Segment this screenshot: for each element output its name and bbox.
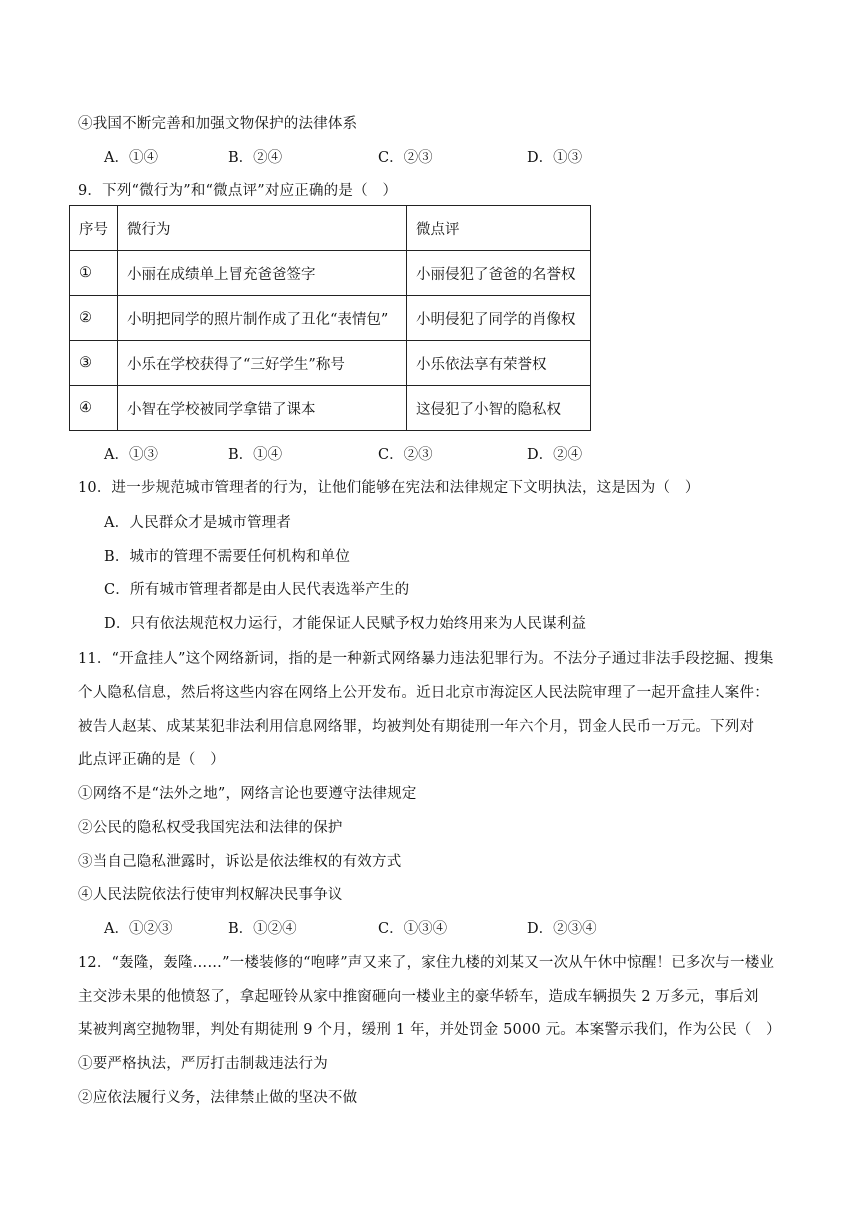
table-cell: 小乐依法享有荣誉权 — [407, 341, 591, 386]
table-header-row — [70, 206, 591, 251]
q12-statement-2: ②应依法履行义务，法律禁止做的坚决不做 — [78, 1090, 358, 1106]
q8-option-b: B．②④ — [228, 150, 283, 166]
q10-stem: 10．进一步规范城市管理者的行为，让他们能够在宪法和法律规定下文明执法，这是因为（ ） — [78, 480, 700, 496]
q10-option-d: D．只有依法规范权力运行，才能保证人民赋予权力始终用来为人民谋利益 — [104, 616, 587, 632]
table-header-cell: 微行为 — [118, 206, 407, 251]
q11-stem-line: 11．“开盒挂人”这个网络新词，指的是一种新式网络暴力违法犯罪行为。不法分子通过非法手段挖掘、搜集 — [78, 651, 774, 667]
q11-option-d: D．②③④ — [527, 921, 597, 937]
q12-stem-line: 主交涉未果的他愤怒了，拿起哑铃从家中推窗砸向一楼业主的豪华轿车，造成车辆损失 2 万多元，事后刘 — [78, 989, 759, 1005]
q9-option-d: D．②④ — [527, 447, 583, 463]
q9-table — [69, 205, 591, 431]
q10-option-b: B．城市的管理不需要任何机构和单位 — [104, 549, 351, 565]
table-cell: 小明把同学的照片制作成了丑化“表情包” — [118, 296, 407, 341]
q10-option-c: C．所有城市管理者都是由人民代表选举产生的 — [104, 582, 410, 598]
table-cell: ④ — [70, 386, 118, 431]
table-header-cell: 微点评 — [407, 206, 591, 251]
table-header-cell: 序号 — [70, 206, 118, 251]
table-cell: 这侵犯了小智的隐私权 — [407, 386, 591, 431]
q11-stem-line: 此点评正确的是（ ） — [78, 752, 225, 768]
table-cell: ① — [70, 251, 118, 296]
q9-option-b: B．①④ — [228, 447, 283, 463]
table-cell: 小明侵犯了同学的肖像权 — [407, 296, 591, 341]
table-row — [70, 251, 591, 296]
table-cell: 小丽在成绩单上冒充爸爸签字 — [118, 251, 407, 296]
table-cell: 小乐在学校获得了“三好学生”称号 — [118, 341, 407, 386]
q12-stem-line: 12．“轰隆，轰隆……”一楼装修的“咆哮”声又来了，家住九楼的刘某又一次从午休中惊醒！已多次与一楼业 — [78, 955, 775, 971]
table-cell: 小丽侵犯了爸爸的名誉权 — [407, 251, 591, 296]
q11-option-a: A．①②③ — [104, 921, 173, 937]
table-row — [70, 386, 591, 431]
table-cell: ② — [70, 296, 118, 341]
q9-option-c: C．②③ — [378, 447, 433, 463]
q8-option-a: A．①④ — [104, 150, 158, 166]
q12-stem-line: 某被判离空抛物罪，判处有期徒刑 9 个月，缓刑 1 年，并处罚金 5000 元。本案警示我们，作为公民（ ） — [78, 1022, 781, 1038]
q11-option-b: B．①②④ — [228, 921, 297, 937]
q11-option-c: C．①③④ — [378, 921, 448, 937]
q11-stem-line: 被告人赵某、成某某犯非法利用信息网络罪，均被判处有期徒刑一年六个月，罚金人民币一万元。下列对 — [78, 719, 755, 735]
q9-option-a: A．①③ — [104, 447, 158, 463]
q11-statement-4: ④人民法院依法行使审判权解决民事争议 — [78, 887, 343, 903]
q11-statement-2: ②公民的隐私权受我国宪法和法律的保护 — [78, 820, 343, 836]
q9-stem: 9．下列“微行为”和“微点评”对应正确的是（ ） — [78, 183, 398, 199]
q8-option-d: D．①③ — [527, 150, 583, 166]
q8-statement-4: ④我国不断完善和加强文物保护的法律体系 — [78, 116, 358, 132]
q12-statement-1: ①要严格执法，严厉打击制裁违法行为 — [78, 1056, 328, 1072]
table-row — [70, 341, 591, 386]
q11-statement-1: ①网络不是“法外之地”，网络言论也要遵守法律规定 — [78, 786, 417, 802]
q8-option-c: C．②③ — [378, 150, 433, 166]
q11-statement-3: ③当自己隐私泄露时，诉讼是依法维权的有效方式 — [78, 854, 402, 870]
table-cell: ③ — [70, 341, 118, 386]
q10-option-a: A．人民群众才是城市管理者 — [104, 515, 292, 531]
table-cell: 小智在学校被同学拿错了课本 — [118, 386, 407, 431]
table-row — [70, 296, 591, 341]
q11-stem-line: 个人隐私信息，然后将这些内容在网络上公开发布。近日北京市海淀区人民法院审理了一起开盒挂人案件： — [78, 685, 769, 701]
